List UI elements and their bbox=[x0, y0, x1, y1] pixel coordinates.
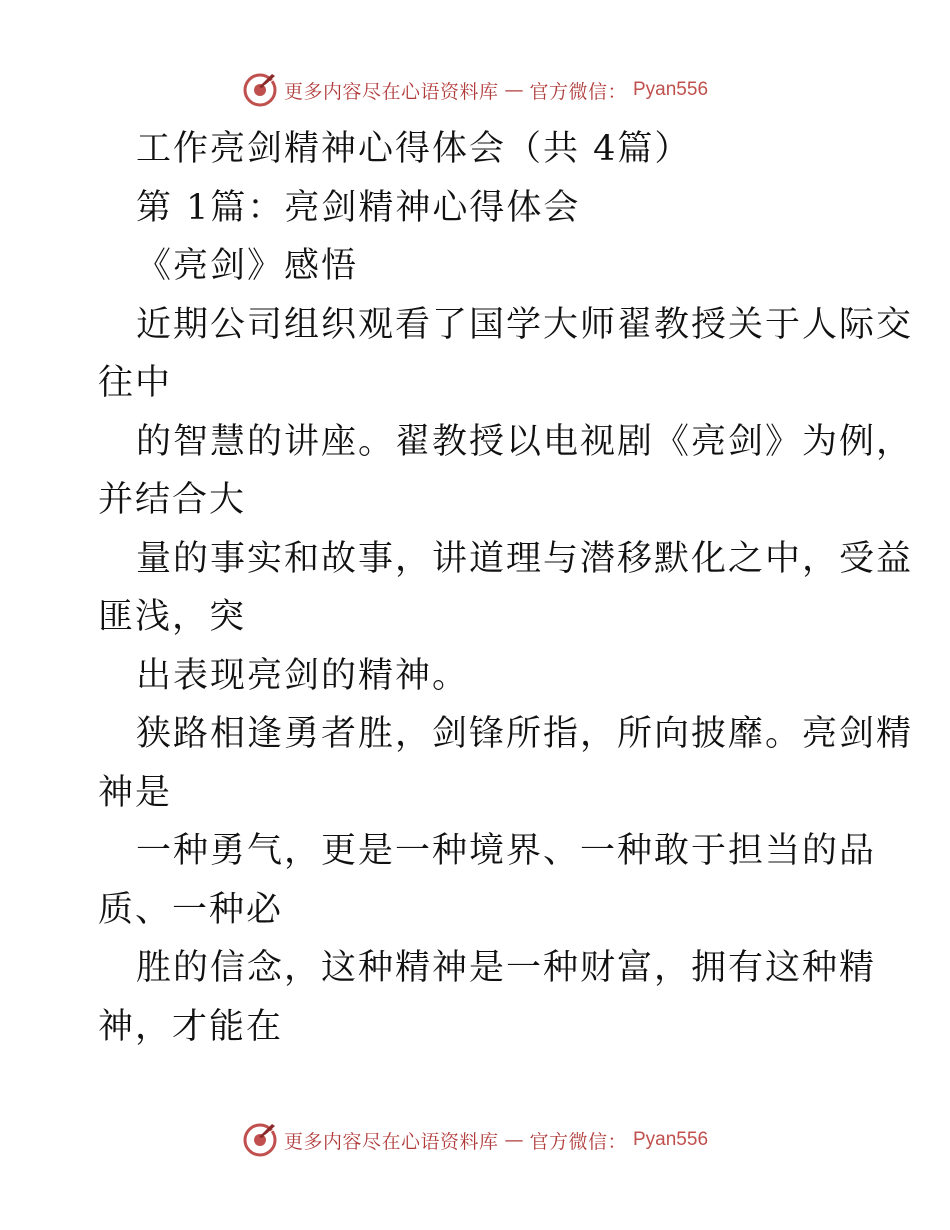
watermark-dash: — bbox=[504, 1129, 524, 1151]
chapter-heading: 第 1篇：亮剑精神心得体会 bbox=[136, 187, 581, 228]
footer-watermark bbox=[0, 1118, 950, 1162]
watermark-dash: — bbox=[504, 79, 524, 101]
watermark-wechat-label: 官方微信： bbox=[529, 80, 627, 103]
paragraph-line: 往中 bbox=[98, 363, 173, 403]
watermark-wechat-id: Pyan556 bbox=[633, 1129, 709, 1150]
watermark-wechat-id: Pyan556 bbox=[633, 79, 709, 100]
watermark-site-text: 更多内容尽在心语资料库 bbox=[283, 1130, 499, 1153]
paragraph-line: 神是 bbox=[98, 772, 173, 813]
paragraph-line: 一种勇气，更是一种境界、一种敢于担当的品 bbox=[136, 831, 877, 871]
paragraph-line: 并结合大 bbox=[98, 480, 247, 520]
quill-logo-icon bbox=[242, 1122, 278, 1158]
watermark-site-text: 更多内容尽在心语资料库 bbox=[283, 80, 499, 103]
paragraph-line: 质、一种必 bbox=[98, 889, 284, 930]
paragraph-line: 狭路相逢勇者胜，剑锋所指，所向披靡。亮剑精 bbox=[136, 714, 914, 754]
paragraph-line: 胜的信念，这种精神是一种财富，拥有这种精 bbox=[136, 948, 877, 988]
section-heading: 《亮剑》感悟 bbox=[136, 246, 359, 286]
paragraph-line: 神，才能在 bbox=[98, 1006, 284, 1047]
paragraph-line: 量的事实和故事，讲道理与潜移默化之中，受益 bbox=[136, 538, 914, 579]
quill-logo-icon bbox=[242, 72, 278, 108]
document-body bbox=[98, 120, 914, 1056]
paragraph-line: 出表现亮剑的精神。 bbox=[136, 655, 470, 696]
header-watermark bbox=[0, 68, 950, 112]
paragraph-line: 近期公司组织观看了国学大师翟教授关于人际交 bbox=[136, 304, 914, 345]
paragraph-line: 的智慧的讲座。翟教授以电视剧《亮剑》为例， bbox=[136, 421, 914, 462]
document-title: 工作亮剑精神心得体会（共 4篇） bbox=[136, 129, 692, 169]
watermark-wechat-label: 官方微信： bbox=[529, 1130, 627, 1153]
paragraph-line: 匪浅，突 bbox=[98, 597, 247, 637]
